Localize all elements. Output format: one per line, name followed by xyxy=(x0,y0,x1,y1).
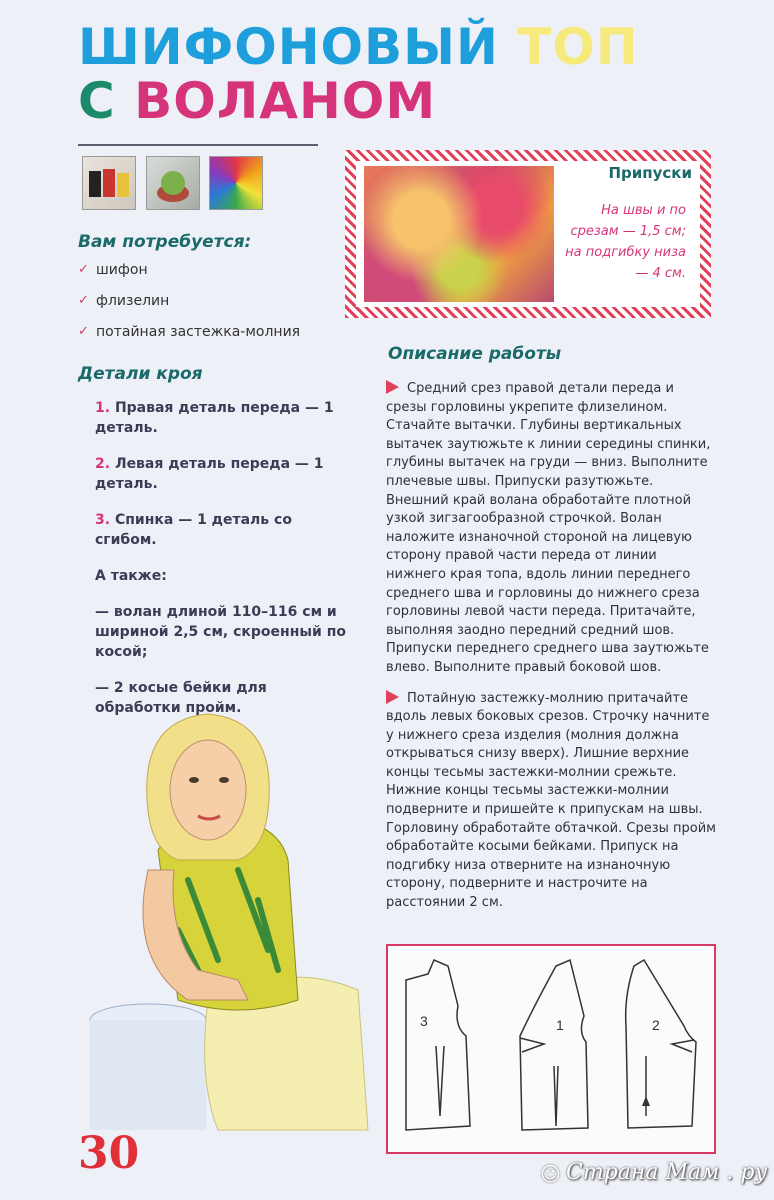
title-divider xyxy=(78,144,318,146)
description-paragraph: Средний срез правой детали переда и срезы горловины укрепите флизелином. Стачайте вытачки. Глубины вертикальных вытачек заутюжьте к линии середины спинки, глубины вытачек на груди — вниз. Выполните плечевые швы. Припуски разутюжьте. Внешний край волана обработайте плотной узкой зигзагообразной строчкой. Волан наложите изнаночной стороной на лицевую сторону правой части переда от линии нижнего края топа, вдоль линии переднего среднего шва и горловины до нижнего среза горловины левой части переда. Притачайте, выполняя заодно передний средний шов. Припуски переднего среднего шва заутюжьте влево. Выполните правый боковой шов. xyxy=(386,381,711,675)
description-paragraph: Потайную застежку-молнию притачайте вдоль левых боковых срезов. Строчку начните у нижнего среза изделия (молния должна открываться снизу вверх). Лишние верхние концы тесьмы застежки-молнии срежьте. Нижние концы тесьмы застежки-молнии подверните и пришейте к припускам на швы. Горловину обработайте обтачкой. Срезы пройм обработайте косыми бейками. Припуск на подгибку низа отверните на изнаночную сторону, подверните и настрочите на расстоянии 2 см. xyxy=(386,690,716,911)
triangle-bullet-icon xyxy=(386,690,399,704)
fabric-swatches-image xyxy=(209,156,263,210)
work-description-heading: Описание работы xyxy=(388,344,562,364)
list-item: ✓ потайная застежка-молния xyxy=(78,324,301,340)
also-heading: А также: xyxy=(95,568,167,584)
materials-list xyxy=(78,262,300,355)
title-word-top: ТОП xyxy=(517,18,639,76)
check-icon: ✓ xyxy=(78,262,89,277)
page-title-line-1 xyxy=(78,18,639,76)
pattern-label-3: 3 xyxy=(420,1013,428,1029)
materials-heading: Вам потребуется: xyxy=(78,232,252,252)
pattern-label-2: 2 xyxy=(652,1017,660,1033)
work-description-body xyxy=(386,380,716,925)
allowances-text: На швы и по срезам — 1,5 см; на подгибку низа — 4 см. xyxy=(565,203,686,281)
cut-details-heading: Детали кроя xyxy=(78,364,203,384)
model-illustration xyxy=(88,700,378,1140)
watermark-text: Страна Мам . ру xyxy=(566,1160,768,1185)
page-number: 30 xyxy=(78,1128,140,1179)
pincushion-image xyxy=(146,156,200,210)
triangle-bullet-icon xyxy=(386,380,399,394)
title-word-with: С xyxy=(78,72,116,130)
title-word-chiffon: ШИФОНОВЫЙ xyxy=(78,18,499,76)
pattern-diagram xyxy=(386,944,716,1154)
thread-spools-image xyxy=(82,156,136,210)
list-item: — 2 косые бейки для обработки пройм. xyxy=(95,680,267,716)
page-title-line-2 xyxy=(78,72,437,130)
list-item: 1. Правая деталь переда — 1 деталь. xyxy=(95,400,334,436)
chiffon-fabric-image xyxy=(364,166,554,302)
check-icon: ✓ xyxy=(78,293,89,308)
pattern-label-1: 1 xyxy=(556,1017,564,1033)
list-item: — волан длиной 110–116 см и шириной 2,5 см, скроенный по косой; xyxy=(95,604,347,660)
cut-details-list xyxy=(95,398,355,734)
smiley-icon: ☺ xyxy=(540,1162,561,1186)
allowances-title: Припуски xyxy=(608,164,692,182)
check-icon: ✓ xyxy=(78,324,89,339)
list-item: 3. Спинка — 1 деталь со сгибом. xyxy=(95,512,292,548)
list-item: ✓ флизелин xyxy=(78,293,170,309)
list-item: 2. Левая деталь переда — 1 деталь. xyxy=(95,456,324,492)
title-word-volan: ВОЛАНОМ xyxy=(134,72,437,130)
list-item: ✓ шифон xyxy=(78,262,148,278)
